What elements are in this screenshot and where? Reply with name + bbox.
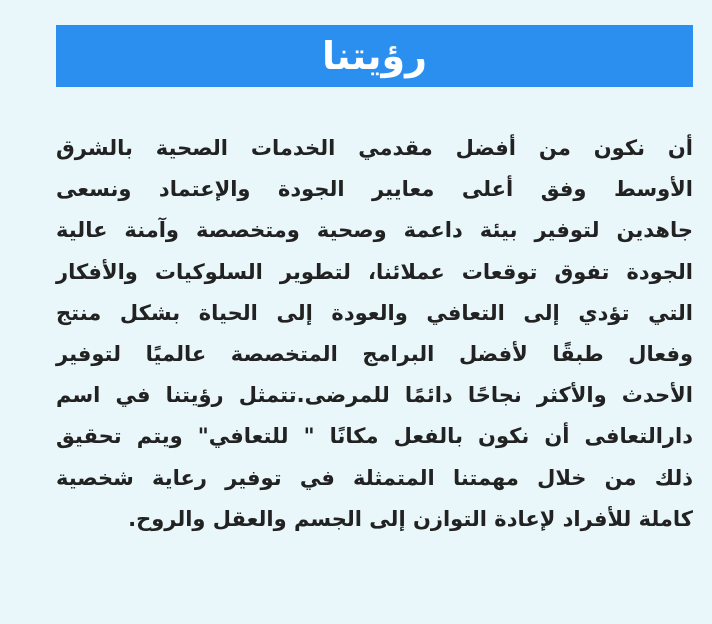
vision-paragraph: [56, 128, 693, 540]
paragraph-line: التي تؤدي إلى التعافي والعودة إلى الحياة بشكل منتج: [56, 300, 693, 325]
paragraph-line: ذلك من خلال مهمتنا المتمثلة في توفير رعاية شخصية: [56, 465, 693, 490]
paragraph-line: الأحدث والأكثر نجاحًا دائمًا للمرضى.تتمثل رؤيتنا في اسم: [56, 383, 693, 408]
paragraph-line: الجودة تفوق توقعات عملائنا، لتطوير السلوكيات والأفكار: [56, 259, 693, 284]
section-title: رؤيتنا: [321, 34, 428, 78]
paragraph-line: الأوسط وفق أعلى معايير الجودة والإعتماد ونسعى: [56, 177, 693, 202]
paragraph-line: أن نكون من أفضل مقدمي الخدمات الصحية بالشرق: [56, 136, 693, 160]
paragraph-line: وفعال طبقًا لأفضل البرامج المتخصصة عالميًا لتوفير: [56, 342, 693, 367]
paragraph-line: كاملة للأفراد لإعادة التوازن إلى الجسم والعقل والروح.: [128, 506, 693, 531]
paragraph-line: دارالتعافى أن نكون بالفعل مكانًا " للتعافي" ويتم تحقيق: [56, 424, 693, 449]
paragraph-line: جاهدين لتوفير بيئة داعمة وصحية ومتخصصة وآمنة عالية: [56, 218, 693, 243]
section-header: [56, 25, 693, 87]
